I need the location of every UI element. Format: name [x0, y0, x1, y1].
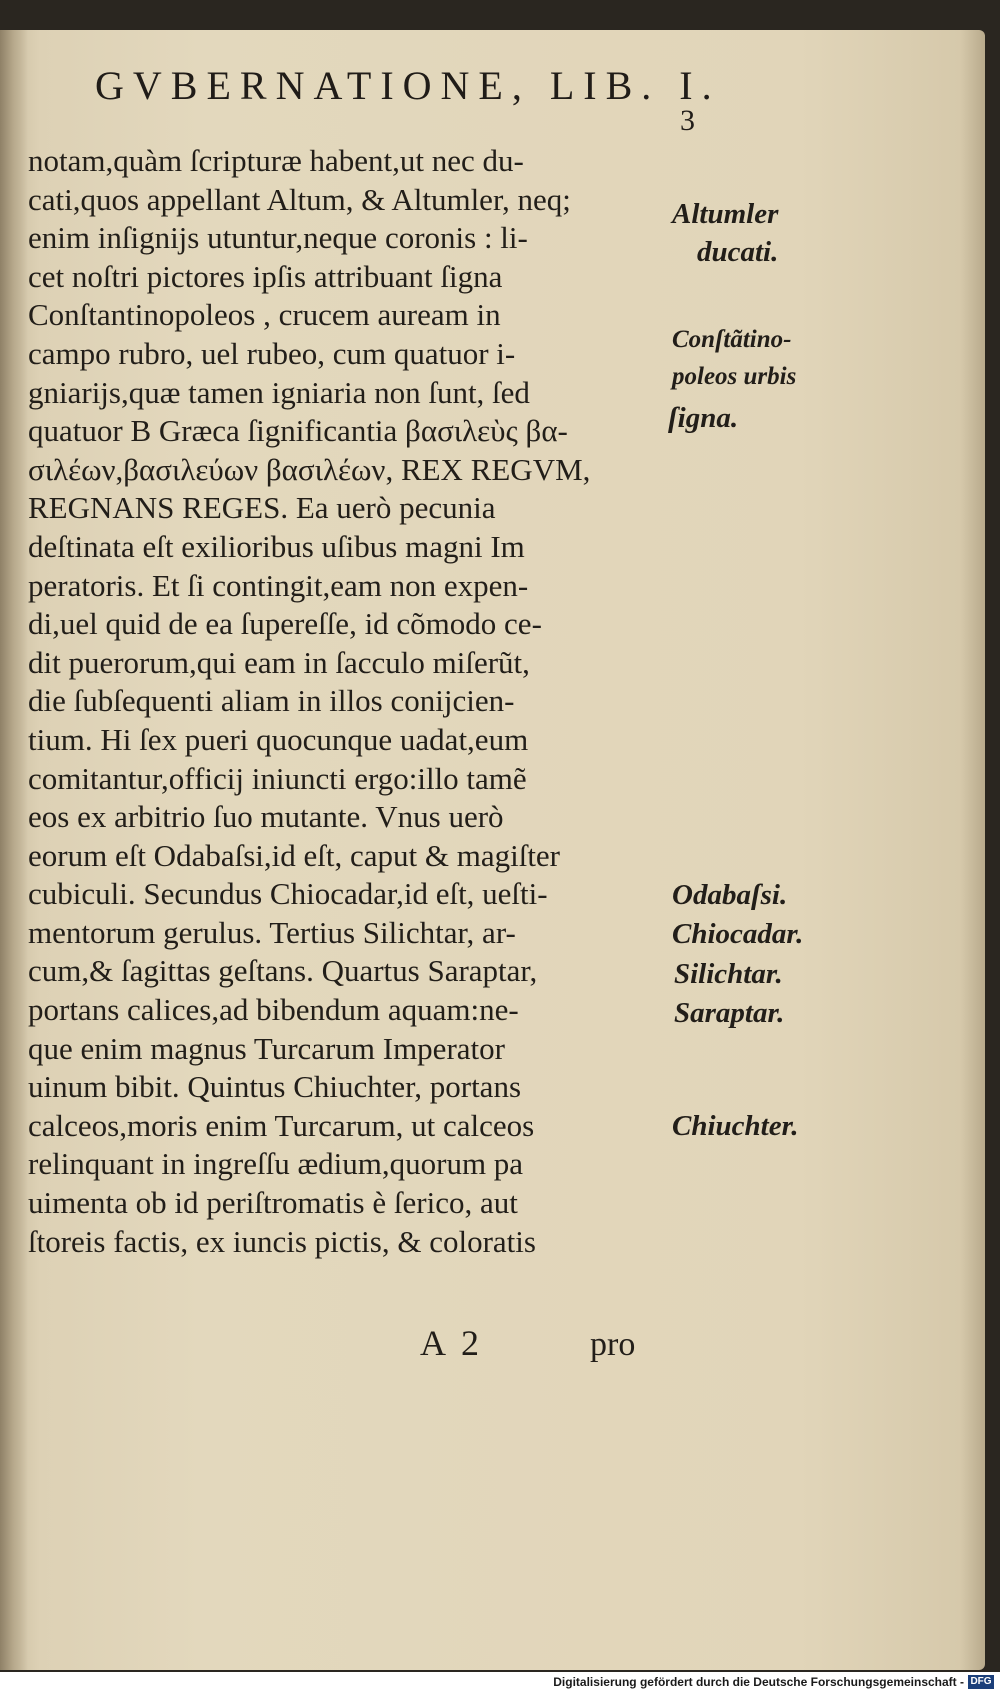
text-line: cati,quos appellant Altum, & Altumler, neq; [28, 181, 571, 217]
running-head: GVBERNATIONE, LIB. I. [95, 63, 721, 108]
text-line: eorum eſt Odabaſsi,id eſt, caput & magiſter [28, 837, 561, 873]
footer-bar [0, 1672, 1000, 1693]
text-line: ſtoreis factis, ex iuncis pictis, & coloratis [28, 1223, 536, 1259]
text-line: quatuor B Græca ſignificantia βασιλεὺς βα- [28, 413, 568, 449]
text-line: peratoris. Et ſi contingit,eam non expen- [28, 567, 529, 603]
text-line: uimenta ob id periſtromatis è ſerico, aut [28, 1185, 518, 1221]
margin-note: Conſtãtino- [672, 326, 792, 353]
dfg-logo-icon: DFG [968, 1675, 994, 1689]
text-line: enim inſignijs utuntur,neque coronis : li- [28, 220, 528, 256]
footer-credit: Digitalisierung gefördert durch die Deutsche Forschungsgemeinschaft - [553, 1675, 964, 1689]
margin-note: ſigna. [668, 402, 739, 434]
text-line: cet noſtri pictores ipſis attribuant ſigna [28, 258, 503, 294]
text-line: mentorum gerulus. Tertius Silichtar, ar- [28, 914, 516, 950]
text-line: deſtinata eſt exilioribus uſibus magni Im [28, 528, 525, 564]
folio-number: 3 [680, 104, 695, 137]
text-line: dit puerorum,qui eam in ſacculo miſerũt, [28, 644, 530, 680]
margin-note: Odabaſsi. [672, 879, 788, 911]
text-line: notam,quàm ſcripturæ habent,ut nec du- [28, 143, 524, 178]
text-line: uinum bibit. Quintus Chiuchter, portans [28, 1069, 522, 1105]
text-line: REGNANS REGES. Ea uerò pecunia [28, 490, 496, 526]
text-line: campo rubro, uel rubeo, cum quatuor i- [28, 335, 516, 371]
margin-note: Altumler [672, 198, 779, 230]
margin-notes [668, 0, 992, 1693]
margin-note: Chiocadar. [672, 918, 804, 950]
text-line: gniarijs,quæ tamen igniaria non ſunt, ſed [28, 374, 530, 410]
text-line: cum,& ſagittas geſtans. Quartus Saraptar, [28, 953, 538, 989]
text-line: portans calices,ad bibendum aquam:ne- [28, 992, 519, 1028]
text-line: calceos,moris enim Turcarum, ut calceos [28, 1107, 535, 1143]
margin-note: poleos urbis [672, 363, 797, 390]
margin-note: Saraptar. [674, 997, 785, 1029]
text-line: comitantur,officij iniuncti ergo:illo tamẽ [28, 760, 527, 796]
text-line: die ſubſequenti aliam in illos conijcien- [28, 683, 515, 719]
text-line: tium. Hi ſex pueri quocunque uadat,eum [28, 721, 529, 757]
catchword: pro [590, 1326, 636, 1363]
text-line: Conſtantinopoleos , crucem auream in [28, 297, 501, 333]
body-text [28, 142, 688, 1261]
margin-note: ducati. [697, 236, 779, 268]
margin-note: Silichtar. [674, 958, 783, 990]
margin-note: Chiuchter. [672, 1110, 799, 1142]
text-line: di,uel quid de ea ſupereſſe, id cõmodo ce- [28, 606, 542, 642]
text-line: σιλέων,βασιλεύων βασιλέων, REX REGVM, [28, 451, 591, 487]
signature-mark: A 2 [420, 1323, 484, 1363]
text-line: que enim magnus Turcarum Imperator [28, 1030, 505, 1066]
text-line: cubiculi. Secundus Chiocadar,id eſt, ueſti- [28, 876, 548, 912]
text-line: relinquant in ingreſſu ædium,quorum pa [28, 1146, 524, 1182]
text-line: eos ex arbitrio ſuo mutante. Vnus uerò [28, 799, 504, 835]
page-gutter [0, 30, 28, 1670]
